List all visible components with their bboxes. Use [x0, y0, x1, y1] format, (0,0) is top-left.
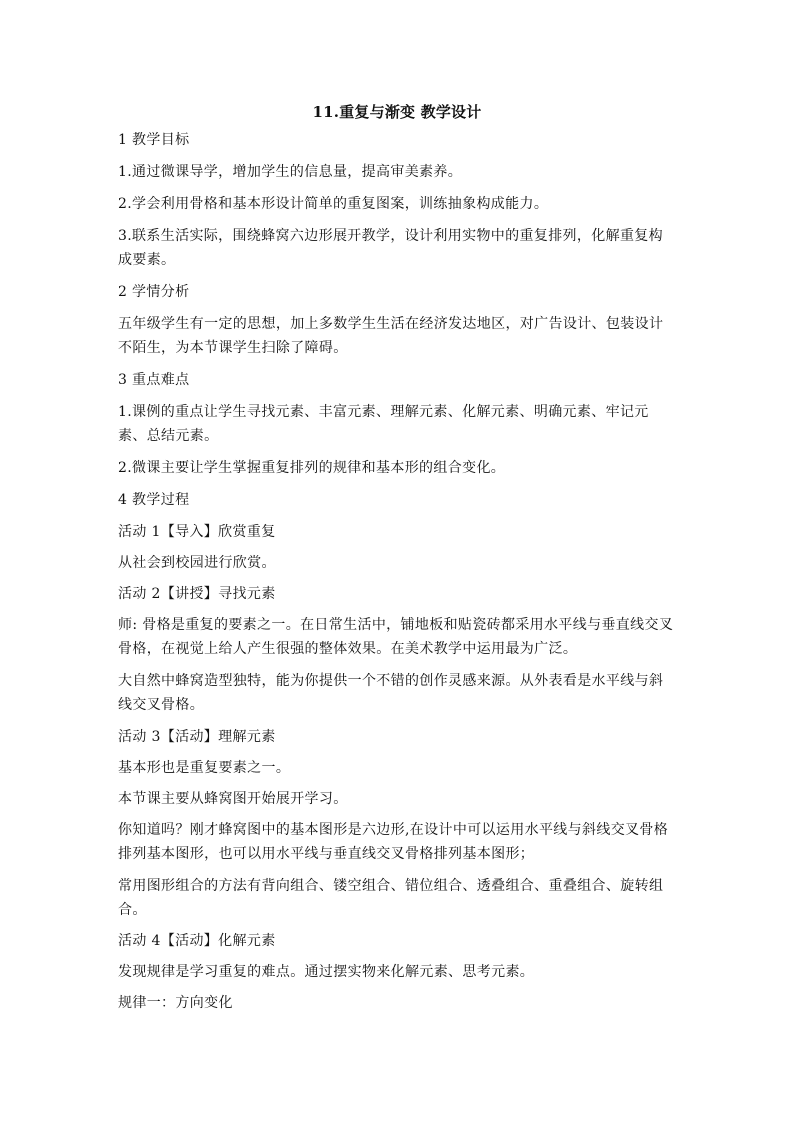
section-heading-key-points: 3 重点难点: [118, 372, 190, 388]
activity-4-heading: 活动 4【活动】化解元素: [118, 933, 276, 949]
activity-3-text-3: 你知道吗？刚才蜂窝图中的基本图形是六边形,在设计中可以运用水平线与斜线交叉骨格排列基本图形，也可以用水平线与垂直线交叉骨格排列基本图形；: [118, 822, 669, 862]
activity-2-text-1: 师: 骨格是重复的要素之一。在日常生活中，铺地板和贴瓷砖都采用水平线与垂直线交叉骨格，在视觉上给人产生很强的整体效果。在美术教学中运用最为广泛。: [118, 617, 674, 657]
activity-4-text: 发现规律是学习重复的难点。通过摆实物来化解元素、思考元素。: [118, 964, 535, 980]
section-heading-analysis: 2 学情分析: [118, 284, 190, 300]
activity-2-text-2: 大自然中蜂窝造型独特，能为你提供一个不错的创作灵感来源。从外表看是水平线与斜线交叉骨格。: [118, 673, 664, 713]
document-title: 11.重复与渐变 教学设计: [312, 103, 482, 121]
activity-3-text-2: 本节课主要从蜂窝图开始展开学习。: [118, 791, 348, 807]
activity-3-heading: 活动 3【活动】理解元素: [118, 729, 276, 745]
section-heading-process: 4 教学过程: [118, 492, 190, 508]
activity-3-text-1: 基本形也是重复要素之一。: [118, 760, 291, 776]
objective-3: 3.联系生活实际，围绕蜂窝六边形展开教学，设计利用实物中的重复排列，化解重复构成要素。: [118, 228, 664, 268]
document-body: [118, 98, 676, 1023]
activity-1-heading: 活动 1【导入】欣赏重复: [118, 524, 276, 540]
activity-1-text: 从社会到校园进行欣赏。: [118, 555, 276, 571]
activity-3-text-4: 常用图形组合的方法有背向组合、镂空组合、错位组合、透叠组合、重叠组合、旋转组合。: [118, 878, 664, 918]
objective-1: 1.通过微课导学，增加学生的信息量，提高审美素养。: [118, 164, 463, 180]
key-point-2: 2.微课主要让学生掌握重复排列的规律和基本形的组合变化。: [118, 460, 506, 476]
key-point-1: 1.课例的重点让学生寻找元素、丰富元素、理解元素、化解元素、明确元素、牢记元素、总结元素。: [118, 404, 649, 444]
objective-2: 2.学会利用骨格和基本形设计简单的重复图案，训练抽象构成能力。: [118, 196, 549, 212]
analysis-paragraph: 五年级学生有一定的思想，加上多数学生生活在经济发达地区，对广告设计、包装设计不陌生，为本节课学生扫除了障碍。: [118, 316, 664, 356]
section-heading-objectives: 1 教学目标: [118, 132, 190, 148]
activity-2-heading: 活动 2【讲授】寻找元素: [118, 586, 276, 602]
rule-1: 规律一：方向变化: [118, 995, 233, 1011]
